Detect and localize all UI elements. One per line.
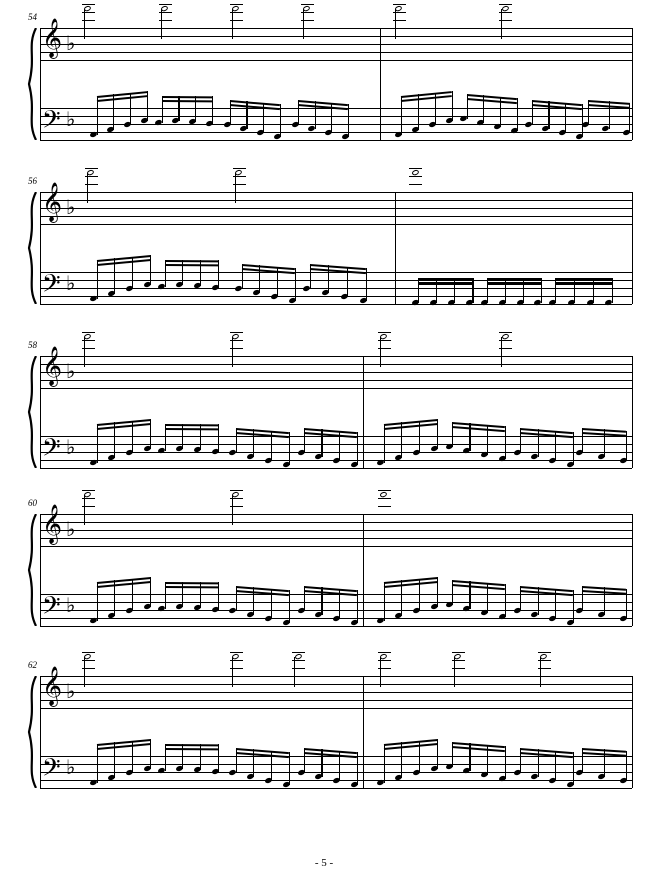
staff-line [40,28,632,29]
staff-line [40,192,632,193]
system-brace [22,676,40,788]
measure-number: 62 [28,660,37,670]
bass-clef-icon: 𝄢 [42,271,61,303]
barline [395,192,396,304]
bass-clef-icon: 𝄢 [42,755,61,787]
note-stem [294,657,295,687]
note-stem [501,337,502,367]
beam [487,282,540,284]
barline [363,356,364,468]
ledger-line [409,176,422,177]
system-brace [22,192,40,304]
system [18,342,632,472]
beam [165,428,218,431]
note-stem [380,337,381,367]
note-stem [501,9,502,39]
staff-line [40,684,632,685]
note-stem [235,173,236,203]
staff-line [40,788,632,789]
measure-number: 58 [28,340,37,350]
beam [165,424,218,427]
note-stem [232,657,233,687]
note-stem [395,9,396,39]
staff-line [40,764,632,765]
staff-line [40,280,632,281]
staff-line [40,444,632,445]
system-left-barline [40,676,41,788]
note-stem [626,751,627,781]
treble-clef-icon: 𝄞 [42,668,63,705]
beam [162,100,212,103]
staff-line [40,200,632,201]
system-brace [22,356,40,468]
note-stem [232,337,233,367]
barline [632,514,633,626]
bass-clef-icon: 𝄢 [42,435,61,467]
system-left-barline [40,356,41,468]
barline [363,514,364,626]
ledger-line [409,184,422,185]
barline [632,356,633,468]
barline [380,28,381,140]
system-brace [22,514,40,626]
key-signature-flat: ♭ [66,273,76,295]
beam [555,278,611,280]
staff [40,28,632,60]
system [18,14,632,144]
staff-line [40,132,632,133]
barline [363,676,364,788]
page-number: - 5 - [314,857,334,869]
staff-line [40,546,632,547]
note-stem [472,278,473,303]
system [18,178,632,308]
staff-line [40,380,632,381]
barline [632,28,633,140]
beam [165,264,218,267]
treble-clef-icon: 𝄞 [42,184,63,221]
key-signature-flat: ♭ [66,519,76,541]
ledger-line [378,498,391,499]
bass-clef-icon: 𝄢 [42,593,61,625]
beam [165,260,218,263]
staff-line [40,538,632,539]
beam [418,282,472,284]
ledger-line [378,506,391,507]
key-signature-flat: ♭ [66,361,76,383]
staff-line [40,208,632,209]
staff-line [40,700,632,701]
system [18,662,632,792]
staff-line [40,140,632,141]
key-signature-flat: ♭ [66,595,76,617]
system-left-barline [40,514,41,626]
measure-number: 56 [28,176,37,186]
key-signature-flat: ♭ [66,681,76,703]
staff-line [40,116,632,117]
beam [165,582,218,585]
note-stem [626,431,627,461]
staff-line [40,530,632,531]
note-stem [452,91,453,121]
staff-line [40,224,632,225]
staff-line [40,372,632,373]
staff-line [40,364,632,365]
staff [40,356,632,388]
measure-number: 60 [28,498,37,508]
staff-line [40,216,632,217]
bass-clef-icon: 𝄢 [42,107,61,139]
staff-line [40,468,632,469]
note-stem [84,495,85,525]
beam [165,586,218,589]
staff-line [40,708,632,709]
beam [165,748,218,751]
staff [40,676,632,708]
note-stem [303,9,304,39]
beam [418,278,472,280]
staff-line [40,52,632,53]
system-brace [22,28,40,140]
staff-line [40,356,632,357]
beam [162,96,212,99]
note-stem [541,278,542,303]
measure-number: 54 [28,12,37,22]
note-stem [84,657,85,687]
key-signature-flat: ♭ [66,197,76,219]
staff-line [40,514,632,515]
note-stem [380,657,381,687]
staff-line [40,36,632,37]
note-stem [161,9,162,39]
key-signature-flat: ♭ [66,437,76,459]
note-stem [612,278,613,303]
barline [632,676,633,788]
note-stem [84,337,85,367]
system [18,500,632,630]
staff-line [40,60,632,61]
note-stem [454,657,455,687]
system-left-barline [40,192,41,304]
staff-line [40,44,632,45]
staff-line [40,626,632,627]
staff [40,514,632,546]
treble-clef-icon: 𝄞 [42,506,63,543]
system-left-barline [40,28,41,140]
note-stem [232,9,233,39]
note-stem [232,495,233,525]
staff-line [40,602,632,603]
staff [40,192,632,224]
key-signature-flat: ♭ [66,757,76,779]
staff-line [40,296,632,297]
staff-line [40,522,632,523]
beam [487,278,540,280]
barline [632,192,633,304]
beam [165,744,218,747]
note-stem [626,589,627,619]
note-stem [87,173,88,203]
staff-line [40,304,632,305]
staff-line [40,692,632,693]
beam [555,282,611,284]
staff-line [40,676,632,677]
treble-clef-icon: 𝄞 [42,20,63,57]
note-stem [540,657,541,687]
key-signature-flat: ♭ [66,109,76,131]
note-stem [84,9,85,39]
treble-clef-icon: 𝄞 [42,348,63,385]
staff-line [40,388,632,389]
key-signature-flat: ♭ [66,33,76,55]
